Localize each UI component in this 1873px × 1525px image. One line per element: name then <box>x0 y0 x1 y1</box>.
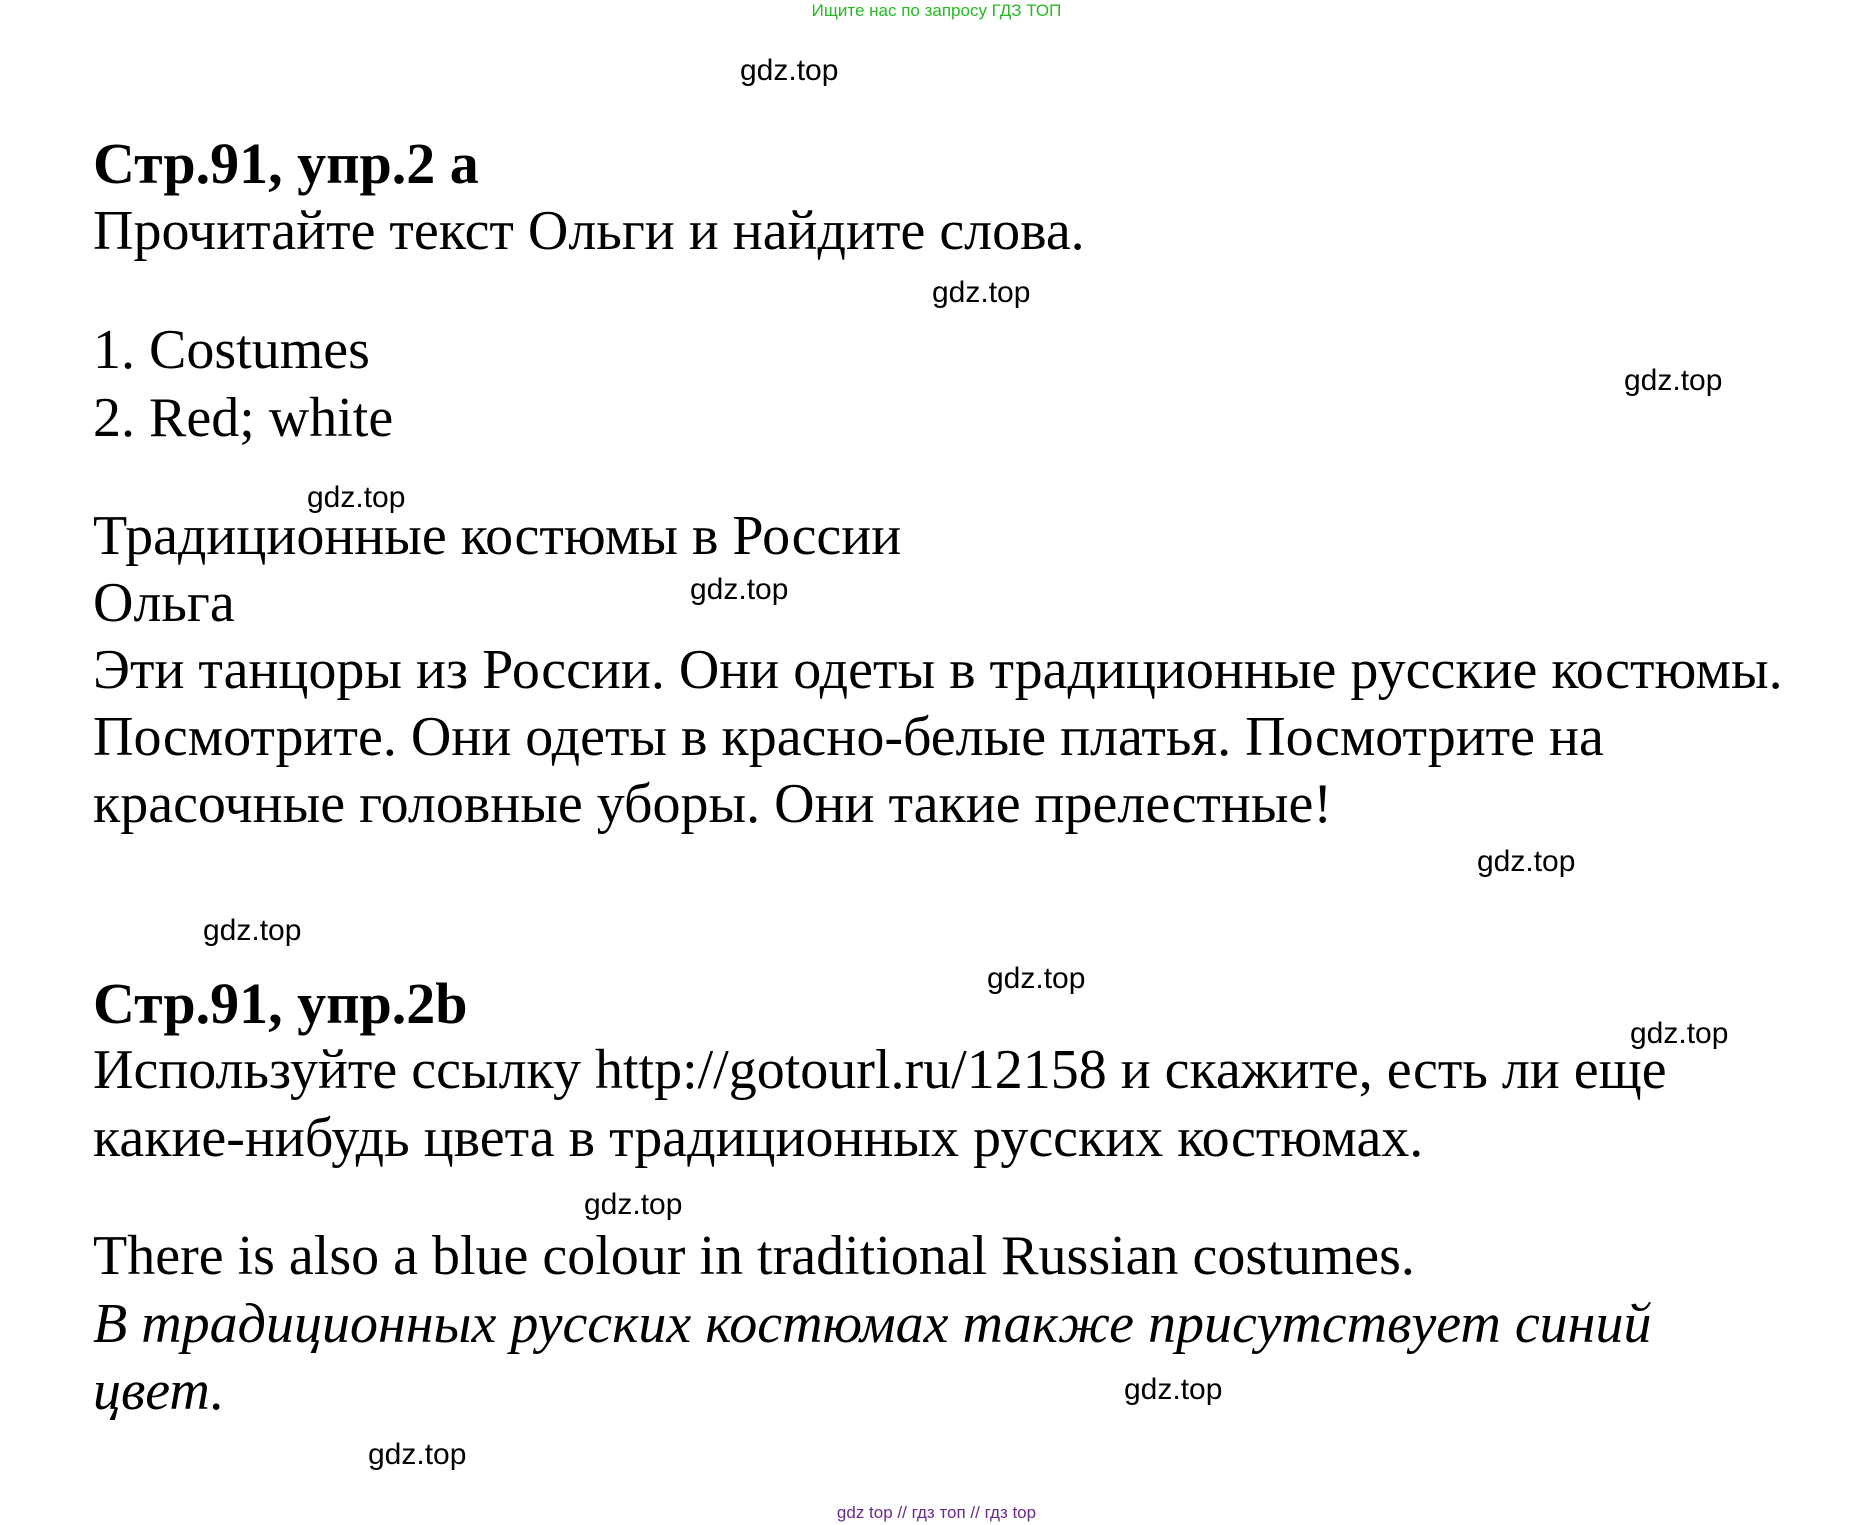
translation-author: Ольга <box>93 572 235 634</box>
translation-line: красочные головные уборы. Они такие прелестные! <box>93 773 1332 835</box>
translation-line: Посмотрите. Они одеты в красно-белые платья. Посмотрите на <box>93 706 1604 768</box>
section-b-heading: Стр.91, упр.2b <box>93 971 468 1036</box>
watermark: gdz.top <box>368 1438 467 1471</box>
watermark: gdz.top <box>690 573 789 606</box>
top-promo-note: Ищите нас по запросу ГДЗ ТОП <box>811 1 1062 20</box>
watermark: gdz.top <box>932 276 1031 309</box>
section-b-answer-translation: цвет. <box>93 1360 225 1422</box>
translation-title: Традиционные костюмы в России <box>93 505 902 567</box>
section-b-answer-translation: В традиционных русских костюмах также присутствует синий <box>93 1293 1652 1355</box>
bottom-promo-note: gdz top // гдз топ // гдз top <box>836 1503 1037 1522</box>
watermark: gdz.top <box>987 962 1086 995</box>
watermark: gdz.top <box>1124 1373 1223 1406</box>
watermark: gdz.top <box>307 481 406 514</box>
answer-line: 1. Costumes <box>93 319 370 381</box>
watermark: gdz.top <box>584 1188 683 1221</box>
section-a-task: Прочитайте текст Ольги и найдите слова. <box>93 200 1085 262</box>
watermark: gdz.top <box>203 914 302 947</box>
section-b-task-line: Используйте ссылку http://gotourl.ru/12158 и скажите, есть ли еще <box>93 1039 1667 1101</box>
watermark: gdz.top <box>740 54 839 87</box>
section-b-answer: There is also a blue colour in traditional Russian costumes. <box>93 1225 1415 1287</box>
answer-line: 2. Red; white <box>93 387 394 449</box>
translation-line: Эти танцоры из России. Они одеты в традиционные русские костюмы. <box>93 639 1783 701</box>
section-b-task-line: какие-нибудь цвета в традиционных русских костюмах. <box>93 1107 1424 1169</box>
watermark: gdz.top <box>1624 364 1723 397</box>
watermark: gdz.top <box>1630 1017 1729 1050</box>
watermark: gdz.top <box>1477 845 1576 878</box>
section-a-heading: Стр.91, упр.2 а <box>93 131 479 196</box>
